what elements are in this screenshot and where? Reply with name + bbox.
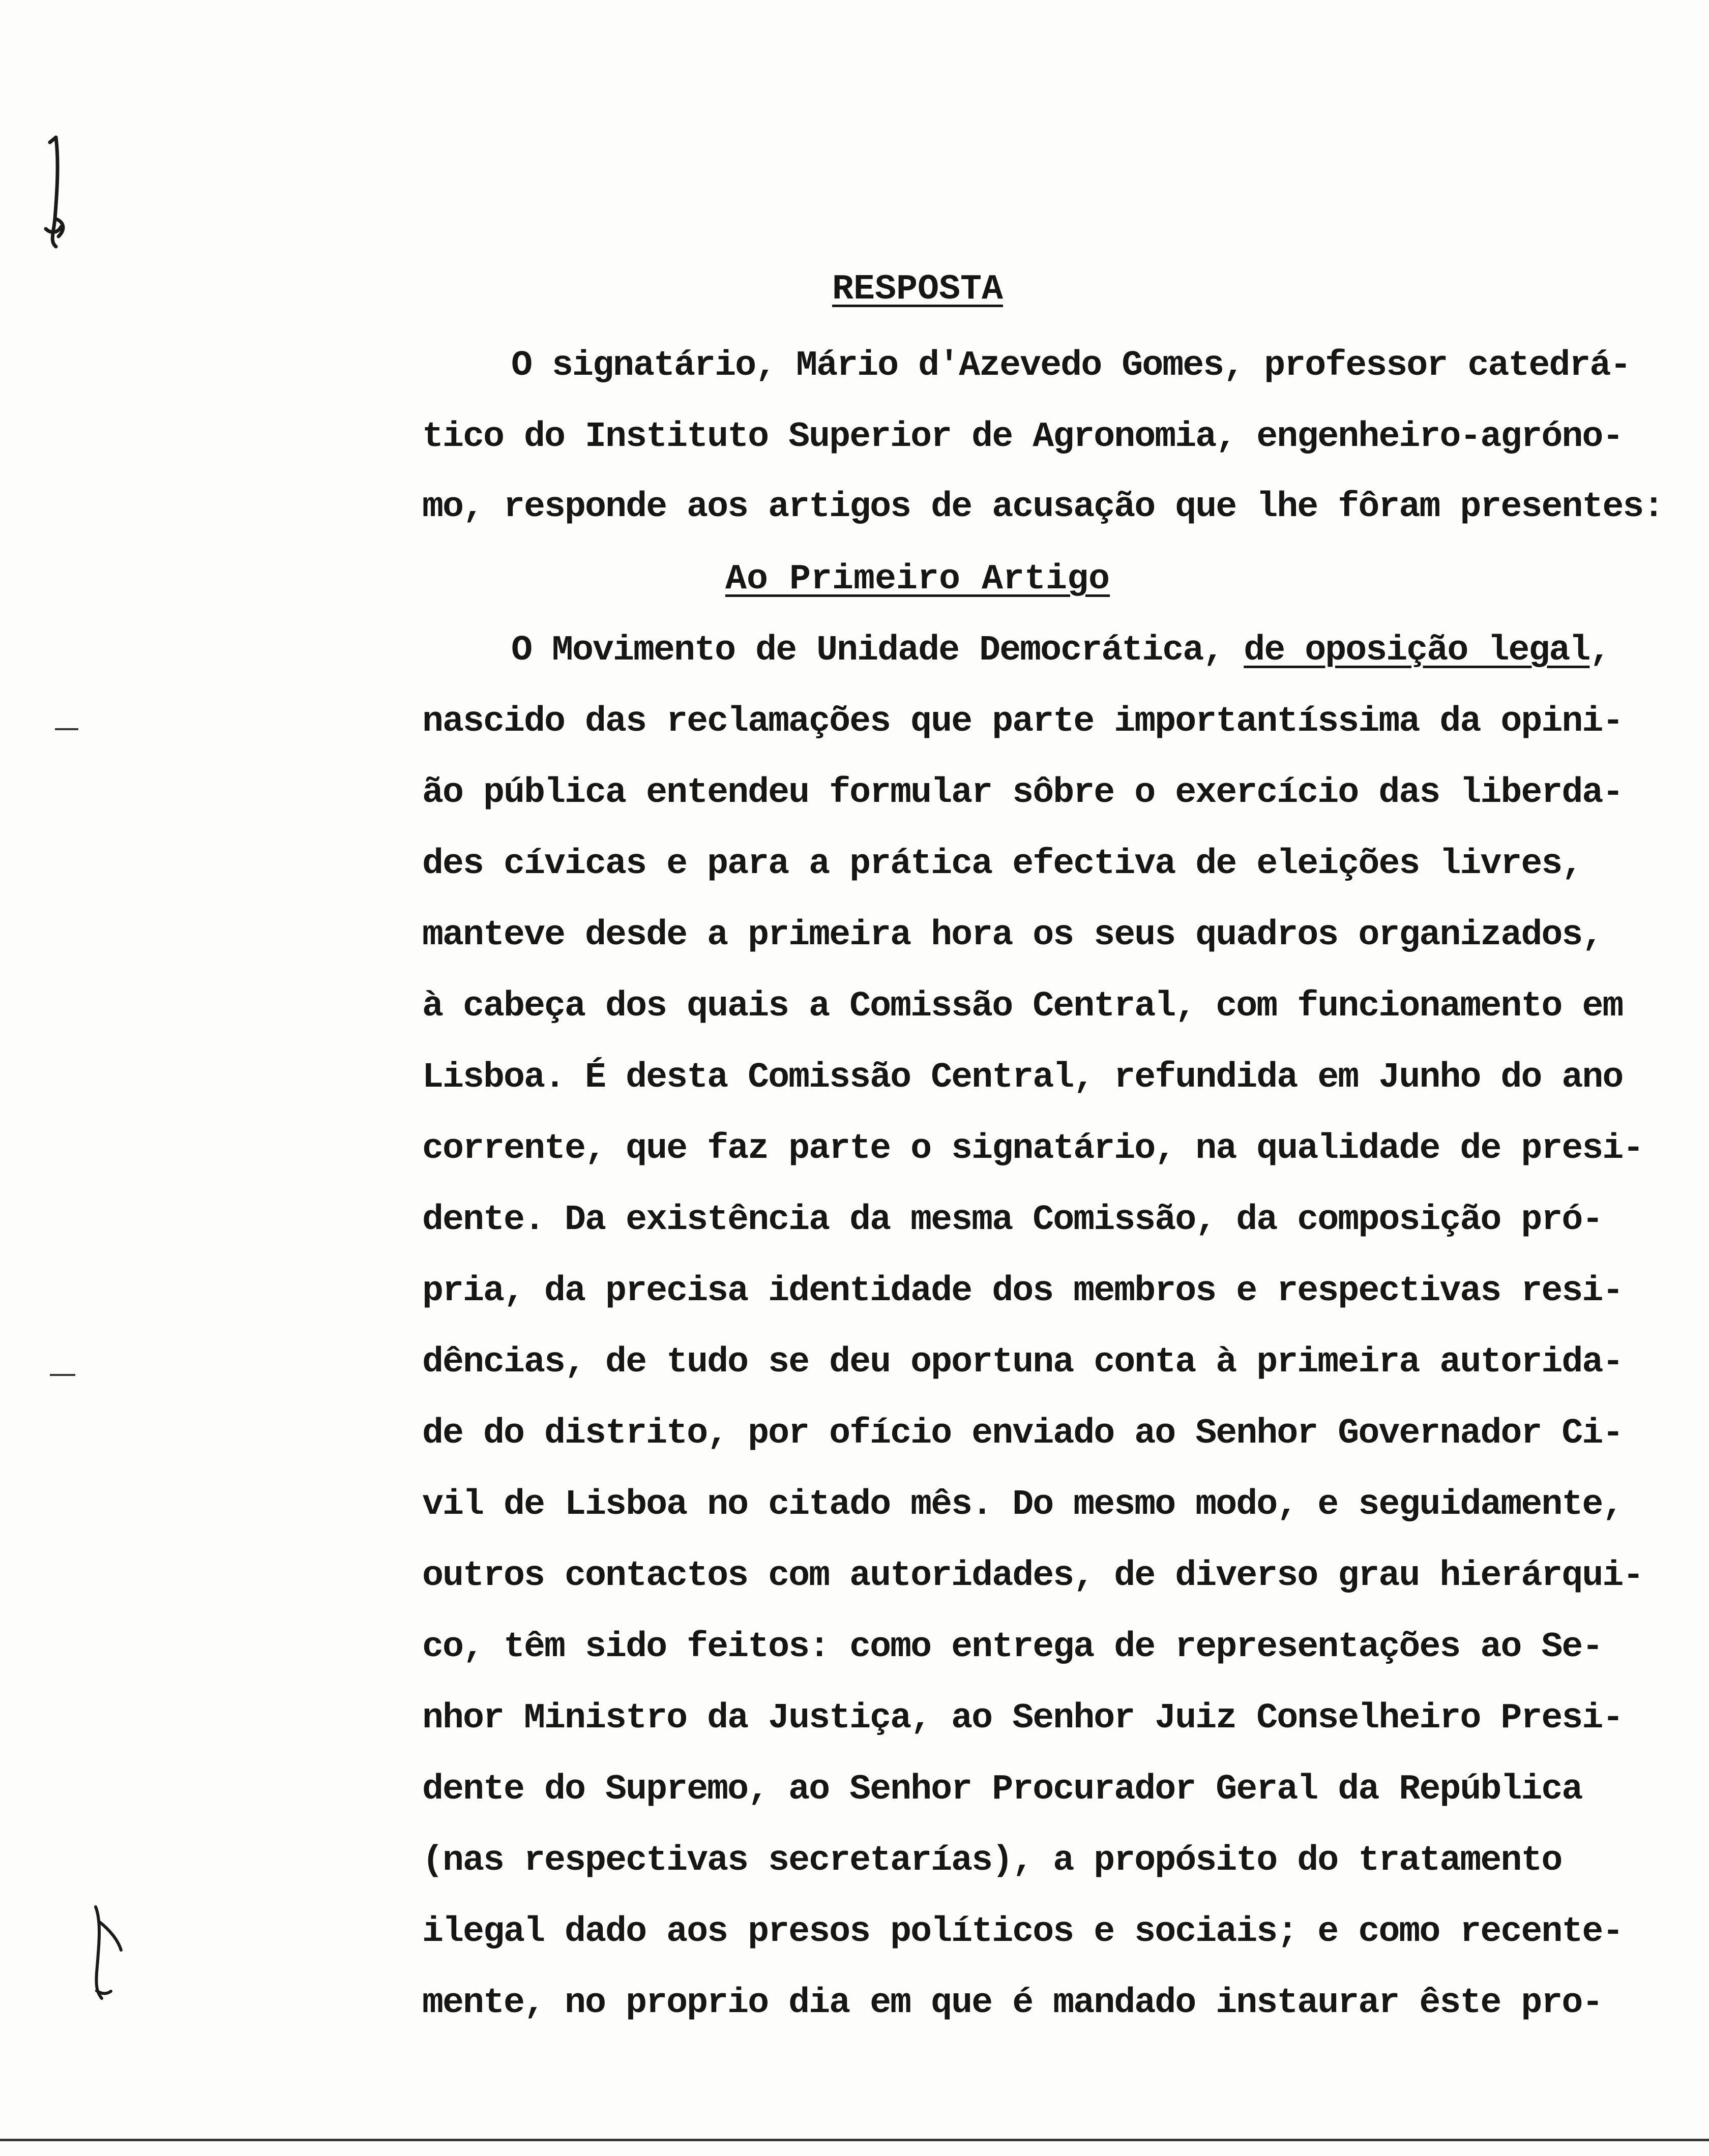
body-line: vil de Lisboa no citado mês. Do mesmo modo, e seguidamente, [422, 1485, 1623, 1525]
body-line: nascido das reclamações que parte importantíssima da opini- [422, 702, 1623, 742]
intro-line-2: tico do Instituto Superior de Agronomia, engenheiro-agróno- [422, 417, 1623, 457]
body-line-1-end: , [1589, 631, 1610, 671]
intro-line-1: O signatário, Mário d'Azevedo Gomes, professor catedrá- [511, 346, 1631, 386]
margin-tick-1 [55, 728, 78, 730]
underlined-phrase: de oposição legal [1244, 631, 1590, 671]
body-line: mente, no proprio dia em que é mandado instaurar êste pro- [422, 1983, 1603, 2023]
body-line: pria, da precisa identidade dos membros e respectivas resi- [422, 1271, 1623, 1311]
body-line: ão pública entendeu formular sôbre o exercício das liberda- [422, 773, 1623, 813]
intro-line-3: mo, responde aos artigos de acusação que lhe fôram presentes: [422, 487, 1664, 527]
body-line: dente. Da existência da mesma Comissão, da composição pró- [422, 1200, 1603, 1240]
body-line: co, têm sido feitos: como entrega de representações ao Se- [422, 1627, 1603, 1667]
body-line: Lisboa. É desta Comissão Central, refundida em Junho do ano [422, 1058, 1623, 1098]
body-line: corrente, que faz parte o signatário, na qualidade de presi- [422, 1129, 1643, 1169]
page-bottom-edge [0, 2139, 1709, 2141]
body-line-1-start: O Movimento de Unidade Democrática, [511, 631, 1244, 671]
section-heading: Ao Primeiro Artigo [725, 559, 1110, 600]
handwritten-margin-mark-top [36, 132, 81, 264]
body-line: ilegal dado aos presos políticos e sociais; e como recente- [422, 1912, 1623, 1952]
body-line: des cívicas e para a prática efectiva de eleições livres, [422, 844, 1582, 884]
body-line: nhor Ministro da Justiça, ao Senhor Juiz Conselheiro Presi- [422, 1698, 1623, 1739]
body-line: (nas respectivas secretarías), a propósito do tratamento [422, 1841, 1562, 1881]
body-line-1 [511, 633, 1610, 669]
document-title: RESPOSTA [832, 270, 1004, 310]
body-line: dente do Supremo, ao Senhor Procurador Geral da República [422, 1770, 1582, 1810]
handwritten-margin-mark-bottom [81, 1902, 132, 2019]
body-line: de do distrito, por ofício enviado ao Senhor Governador Ci- [422, 1414, 1623, 1454]
body-line: à cabeça dos quais a Comissão Central, com funcionamento em [422, 986, 1623, 1027]
body-line: dências, de tudo se deu oportuna conta à primeira autorida- [422, 1342, 1623, 1383]
body-line: manteve desde a primeira hora os seus quadros organizados, [422, 915, 1603, 955]
body-line: outros contactos com autoridades, de diverso grau hierárqui- [422, 1556, 1643, 1596]
margin-tick-2 [50, 1374, 75, 1376]
